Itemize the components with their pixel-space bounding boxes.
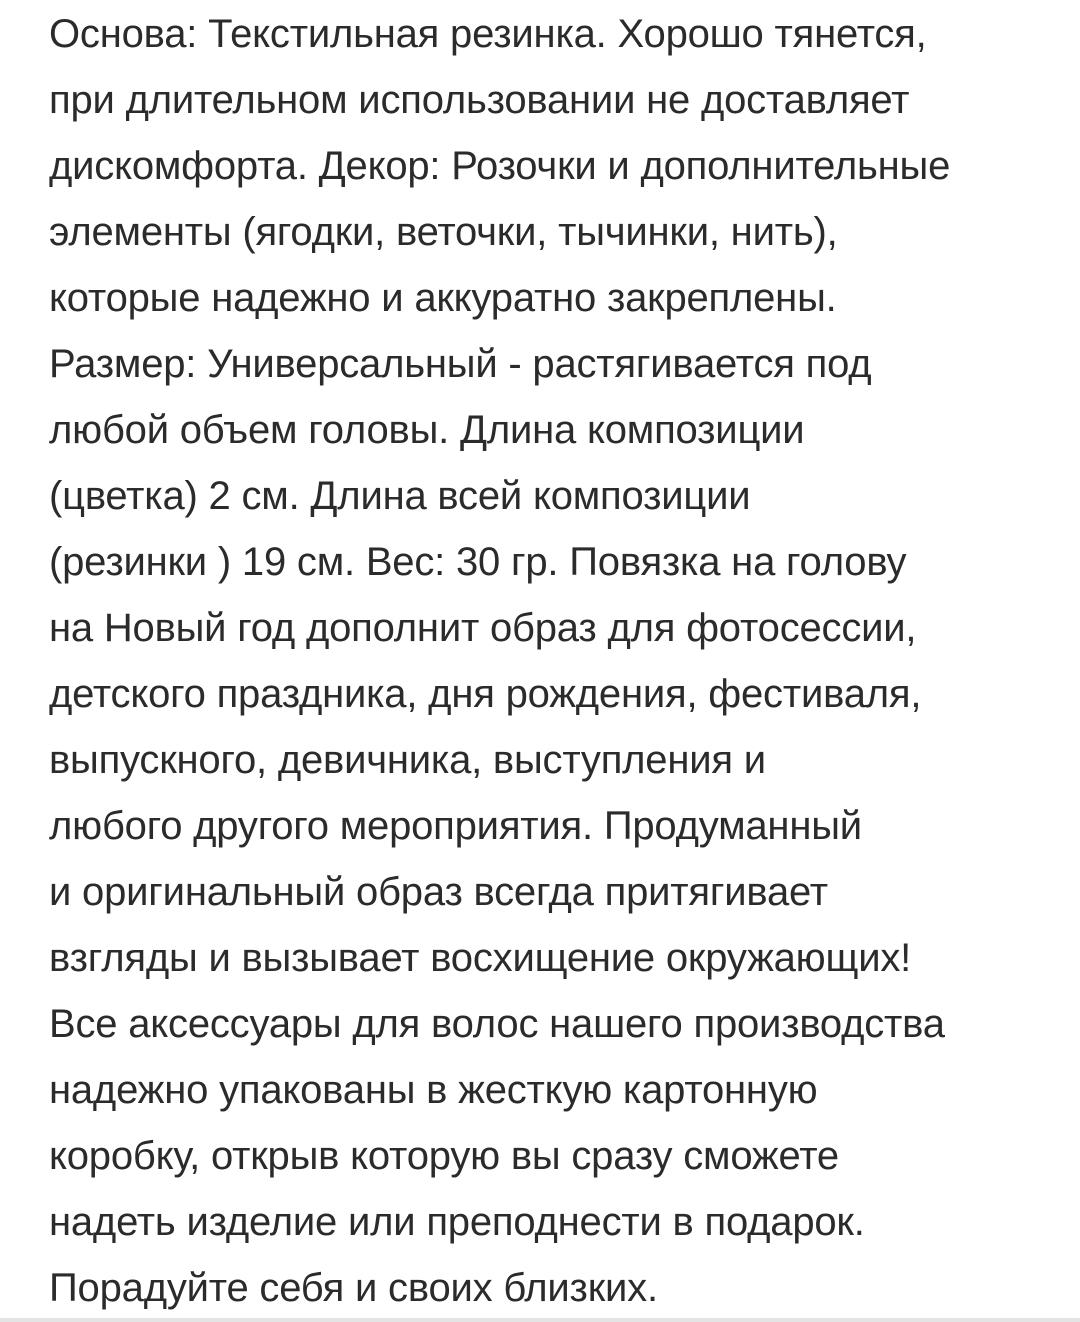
description-line: и оригинальный образ всегда притягивает	[49, 870, 828, 914]
bottom-divider	[0, 1318, 1080, 1322]
description-line: Порадуйте себя и своих близких.	[49, 1266, 658, 1310]
description-line: дискомфорта. Декор: Розочки и дополнительные	[49, 144, 951, 188]
description-line: коробку, открыв которую вы сразу сможете	[49, 1134, 839, 1178]
description-line: на Новый год дополнит образ для фотосессии,	[49, 606, 917, 650]
description-line: надежно упакованы в жесткую картонную	[49, 1068, 818, 1112]
description-line: которые надежно и аккуратно закреплены.	[49, 276, 837, 320]
description-line: (резинки ) 19 см. Вес: 30 гр. Повязка на голову	[49, 540, 907, 584]
description-line: Все аксессуары для волос нашего производства	[49, 1002, 945, 1046]
description-line: Основа: Текстильная резинка. Хорошо тянется,	[49, 12, 927, 56]
description-line: взгляды и вызывает восхищение окружающих!	[49, 936, 912, 980]
description-line: любого другого мероприятия. Продуманный	[49, 804, 862, 848]
description-line: детского праздника, дня рождения, фестиваля,	[49, 672, 922, 716]
description-line: (цветка) 2 см. Длина всей композиции	[49, 474, 751, 518]
description-line: при длительном использовании не доставляет	[49, 78, 910, 122]
description-line: надеть изделие или преподнести в подарок.	[49, 1200, 865, 1244]
description-line: выпускного, девичника, выступления и	[49, 738, 766, 782]
description-line: элементы (ягодки, веточки, тычинки, нить),	[49, 210, 838, 254]
description-line: любой объем головы. Длина композиции	[49, 408, 805, 452]
description-line: Размер: Универсальный - растягивается под	[49, 342, 872, 386]
